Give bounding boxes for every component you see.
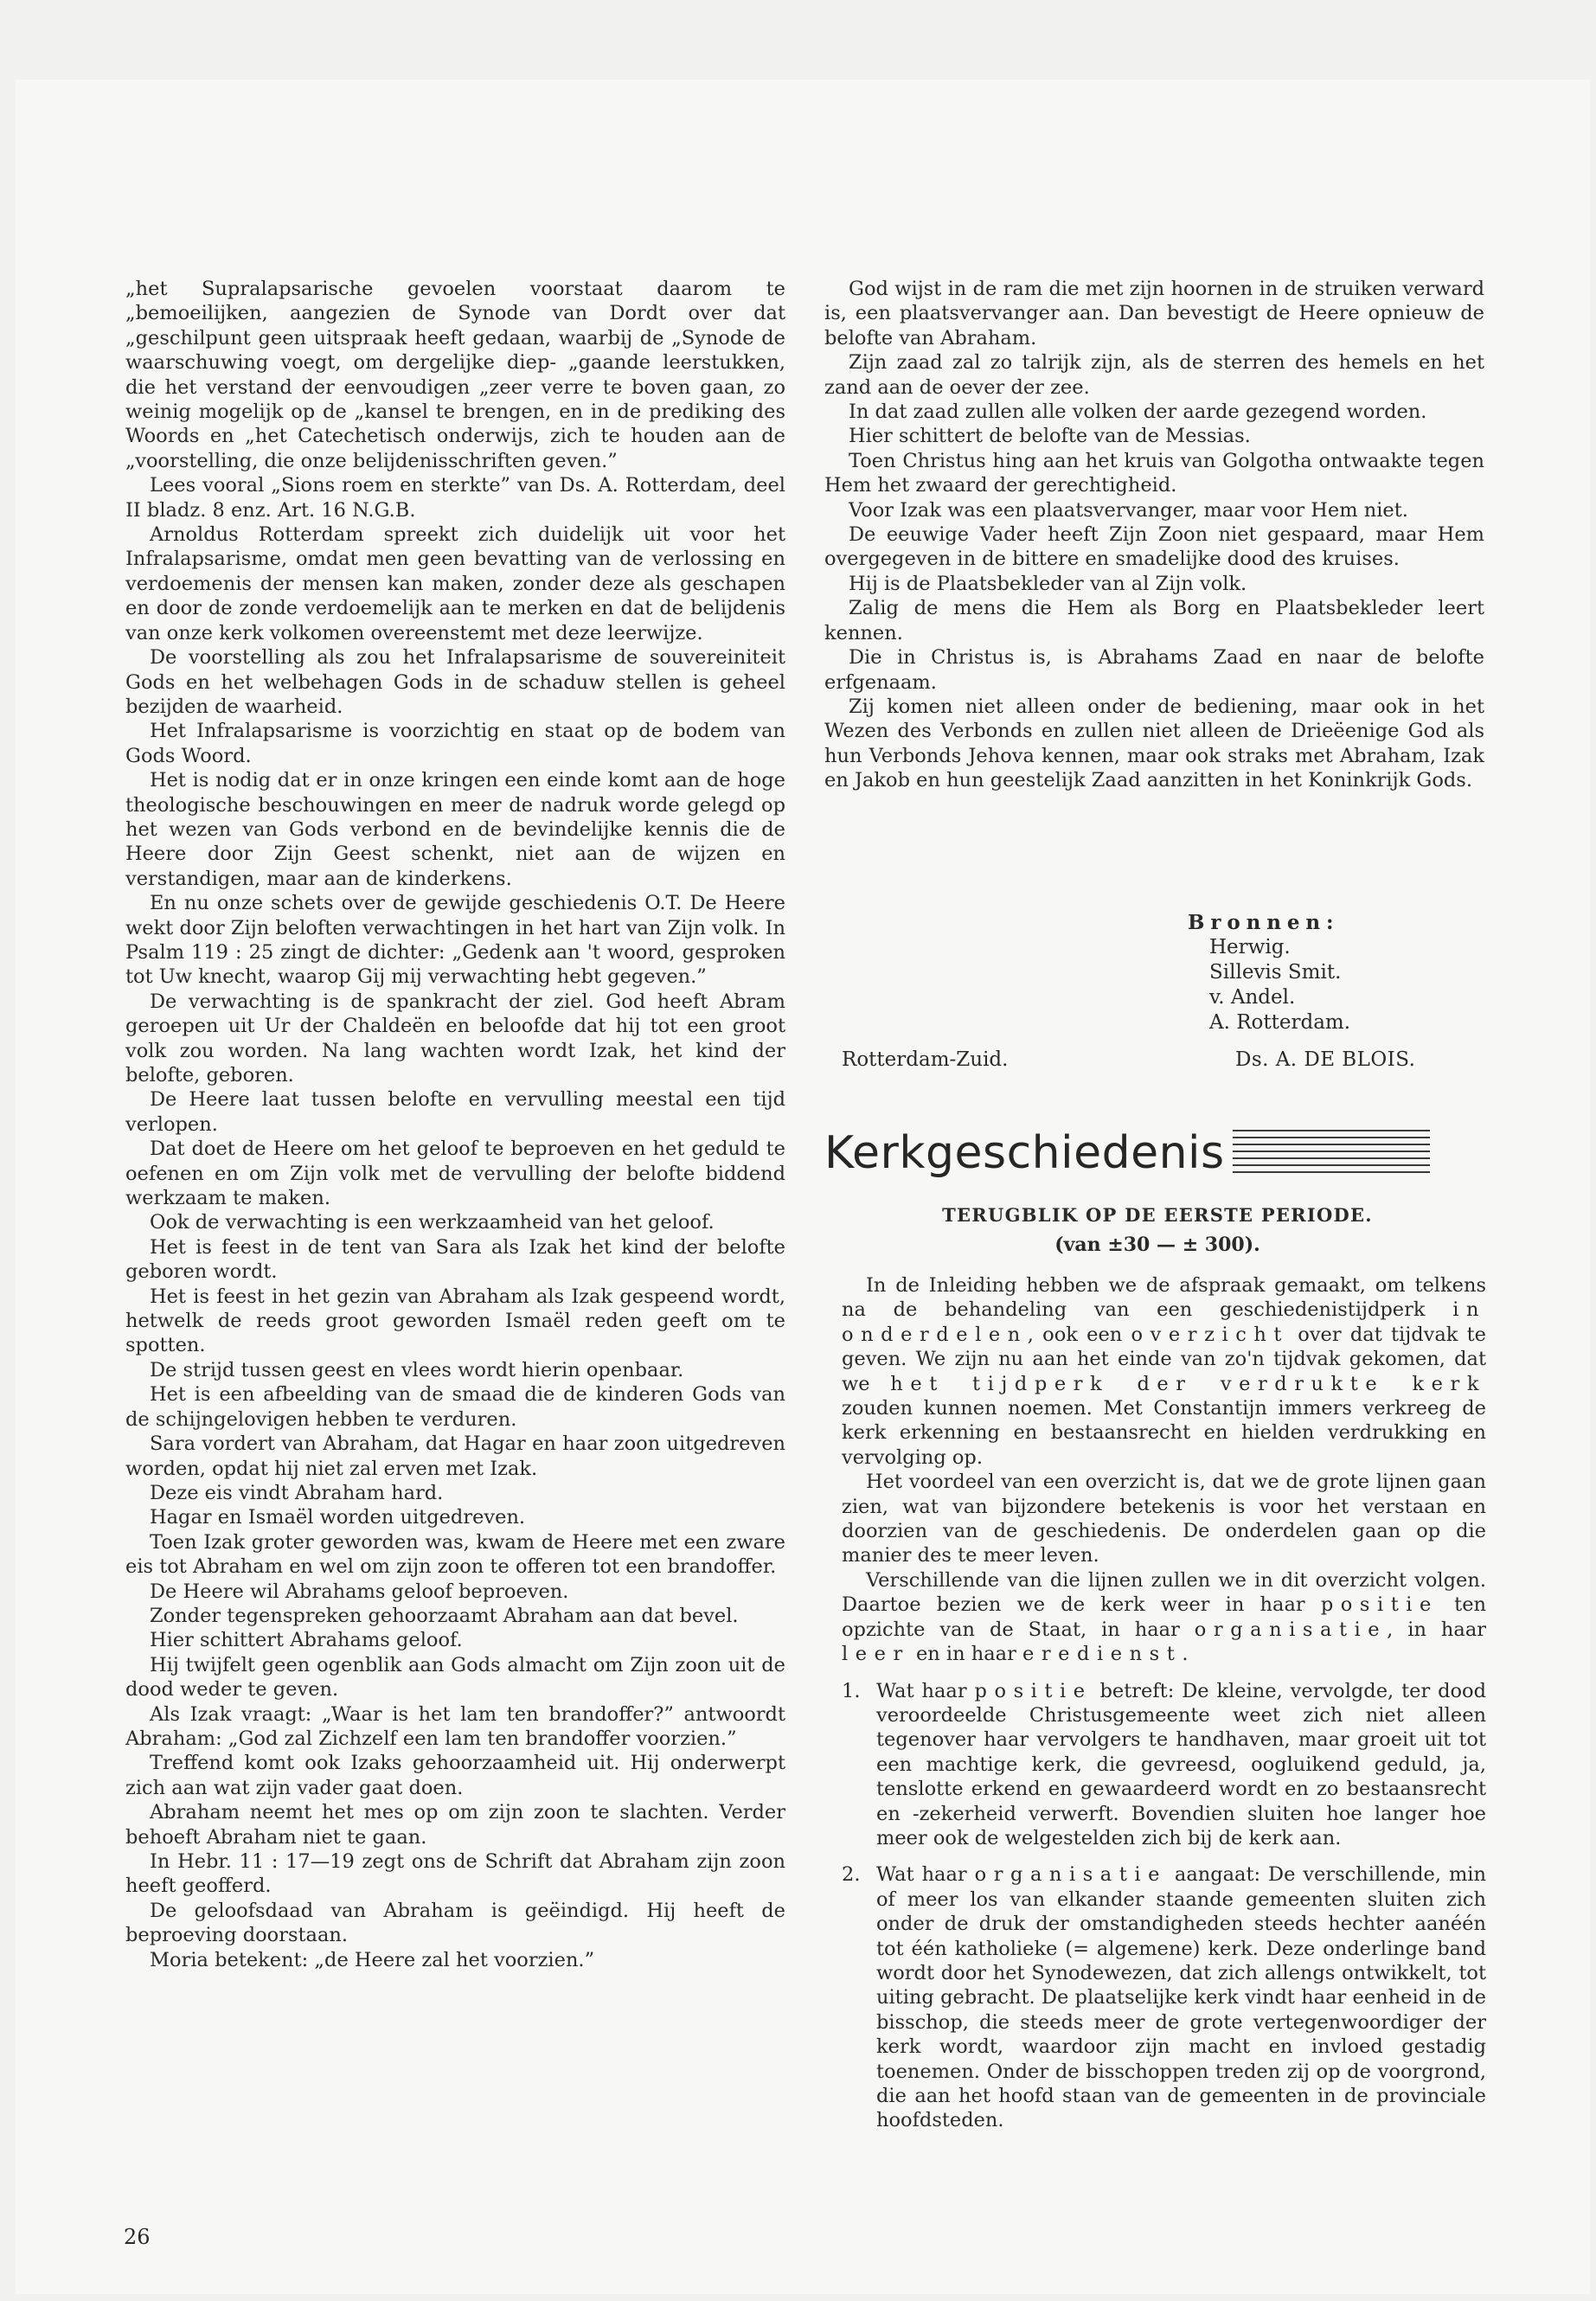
paragraph: De verwachting is de spankracht der ziel. God heeft Abram geroepen uit Ur der Chaldeën en beloofde dat hij tot een groot volk zou worden. Na lang wachten wordt Izak, het kind der belofte, geboren. (125, 990, 785, 1086)
signature-author: Ds. A. DE BLOIS. (1235, 1048, 1416, 1071)
emphasis: organisatie (974, 1863, 1167, 1887)
paragraph: Hij twijfelt geen ogenblik aan Gods almacht om Zijn zoon uit de dood weder te geven. (125, 1653, 785, 1702)
scanned-page (16, 80, 1590, 2294)
text-run: over dat tijdvak te geven. We zijn nu aan het einde van zo'n tijdvak gekomen, dat we (842, 1323, 1487, 1395)
list-number: 1. (842, 1679, 861, 1702)
text-run: . (1182, 1643, 1189, 1666)
signature-place: Rotterdam-Zuid. (842, 1048, 1009, 1071)
section-period: (van ±30 — ± 300). (1054, 1234, 1260, 1256)
emphasis: organisatie (1194, 1618, 1388, 1641)
list-item (842, 1679, 1486, 1851)
paragraph: Abraham neemt het mes op om zijn zoon te slachten. Verder behoeft Abraham niet te gaan. (125, 1801, 785, 1849)
paragraph (842, 1273, 1486, 1470)
paragraph: In dat zaad zullen alle volken der aarde gezegend worden. (849, 401, 1427, 424)
paragraph: Zonder tegenspreken gehoorzaamt Abraham aan dat bevel. (150, 1604, 739, 1627)
paragraph: Hier schittert Abrahams geloof. (150, 1629, 463, 1652)
paragraph: Voor Izak was een plaatsvervanger, maar voor Hem niet. (849, 498, 1408, 522)
text-run: , in haar (1387, 1618, 1487, 1641)
paragraph: De eeuwige Vader heeft Zijn Zoon niet gespaard, maar Hem overgegeven in de bittere en smadelijke dood des kruises. (824, 523, 1484, 571)
paragraph: Toen Christus hing aan het kruis van Golgotha ontwaakte tegen Hem het zwaard der gerechtigheid. (824, 449, 1484, 497)
paragraph: Het Infralapsarisme is voorzichtig en staat op de bodem van Gods Woord. (125, 720, 785, 767)
numbered-list (842, 1679, 1486, 2133)
sources-list (1175, 910, 1486, 1035)
text-run: Wat haar (876, 1679, 975, 1702)
paragraph: De strijd tussen geest en vlees wordt hierin openbaar. (150, 1358, 684, 1381)
paragraph: Die in Christus is, is Abrahams Zaad en naar de belofte erfgenaam. (824, 646, 1484, 694)
text-run: , ook een (1027, 1323, 1131, 1346)
section-heading (824, 1118, 1490, 1189)
paragraph: Arnoldus Rotterdam spreekt zich duidelijk uit voor het Infralapsarisme, omdat men geen bevatting van de verlossing en verdoemenis der mensen kan maken, zonder deze als geschapen en door de zonde verdoemelijk aan te merken en dat de belijdenis van onze kerk volkomen overeenstemt met deze leerwijze. (125, 523, 785, 644)
paragraph (842, 1568, 1486, 1667)
text-run: ten opzichte van de Staat, in haar (842, 1593, 1486, 1641)
source-item: Sillevis Smit. (1209, 961, 1342, 984)
page-number: 26 (124, 2225, 151, 2249)
paragraph: Hagar en Ismaël worden uitgedreven. (150, 1506, 526, 1529)
sources-heading: Bronnen: (1188, 911, 1340, 934)
emphasis: positie (1320, 1593, 1439, 1617)
text-run: zouden kunnen noemen. Met Constantijn immers verkreeg de kerk erkenning en bestaansrecht en hielden verdrukking en vervolging op. (842, 1397, 1486, 1469)
paragraph: En nu onze schets over de gewijde geschiedenis O.T. De Heere wekt door Zijn beloften verwachtingen in het hart van Zijn volk. In Psalm 119 : 25 zingt de dichter: „Gedenk aan 't woord, gesproken tot Uw knecht, waarop Gij mij verwachting hebt gegeven.” (125, 892, 785, 989)
text-run: Wat haar (876, 1863, 975, 1887)
text-run: Verschillende van die lijnen zullen we in dit overzicht volgen. Daartoe bezien we de kerk weer in haar (842, 1568, 1486, 1617)
paragraph: De Heere laat tussen belofte en vervulling meestal een tijd verlopen. (125, 1088, 785, 1136)
section-subtitle: TERUGBLIK OP DE EERSTE PERIODE. (942, 1204, 1373, 1226)
emphasis: positie (974, 1679, 1093, 1702)
emphasis: het tijdperk der verdrukte kerk (890, 1372, 1487, 1395)
paragraph: In Hebr. 11 : 17—19 zegt ons de Schrift dat Abraham zijn zoon heeft geofferd. (125, 1850, 785, 1898)
paragraph: Het is een afbeelding van de smaad die de kinderen Gods van de schijngelovigen hebben te verduren. (125, 1383, 785, 1431)
list-item (842, 1862, 1486, 2132)
paragraph: Het is feest in het gezin van Abraham als Izak gespeend wordt, hetwelk de reeds groot geworden Ismaël reden geeft om te spotten. (125, 1285, 785, 1357)
paragraph: Het voordeel van een overzicht is, dat we de grote lijnen gaan zien, wat van bijzondere betekenis is voor het verstaan en doorzien van de geschiedenis. De onderdelen gaan op die manier des te meer leven. (842, 1471, 1486, 1567)
paragraph: Hier schittert de belofte van de Messias. (849, 425, 1251, 448)
paragraph: Moria betekent: „de Heere zal het voorzien.” (150, 1948, 595, 1971)
paragraph: Zij komen niet alleen onder de bediening, maar ook in het Wezen des Verbonds en zullen niet alleen de Drieëenige God als hun Verbonds Jehova kennen, maar ook straks met Abraham, Izak en Jakob en hun geestelijk Zaad aanzitten in het Koninkrijk Gods. (824, 695, 1484, 792)
paragraph: Treffend komt ook Izaks gehoorzaamheid uit. Hij onderwerpt zich aan wat zijn vader gaat doen. (125, 1752, 785, 1799)
paragraph: Lees vooral „Sions roem en sterkte” van Ds. A. Rotterdam, deel II bladz. 8 enz. Art. 16 N.G.B. (125, 474, 785, 522)
text-run: In de Inleiding hebben we de afspraak gemaakt, om telkens na de behandeling van een geschiedenistijdperk (842, 1274, 1486, 1322)
text-run: aangaat: De verschillende, min of meer los van elkander staande gemeenten sluiten zich onder de druk der omstandigheden steeds hechter aanéén tot één katholieke (= algemene) kerk. Deze onderlinge band wordt door het Synodewezen, dat zich allengs ontwikkelt, tot uiting gebracht. De plaatselijke kerk vindt haar eenheid in de bisschop, die steeds meer de grote vertegenwoordiger der kerk wordt, waardoor zijn macht en invloed gestadig toenemen. Onder de bisschoppen treden zij op de voorgrond, die aan het hoofd staan van de gemeenten in de provinciale hoofdsteden. (876, 1863, 1486, 2132)
paragraph: De geloofsdaad van Abraham is geëindigd. Hij heeft de beproeving doorstaan. (125, 1899, 785, 1947)
paragraph: Zalig de mens die Hem als Borg en Plaatsbekleder leert kennen. (824, 597, 1484, 644)
list-number: 2. (842, 1863, 861, 1887)
paragraph: De Heere wil Abrahams geloof beproeven. (150, 1580, 569, 1603)
paragraph: God wijst in de ram die met zijn hoornen in de struiken verward is, een plaatsvervanger aan. Dan bevestigt de Heere opnieuw de belofte van Abraham. (824, 278, 1484, 349)
source-item: v. Andel. (1209, 986, 1296, 1009)
paragraph: Als Izak vraagt: „Waar is het lam ten brandoffer?” antwoordt Abraham: „God zal Zichzelf een lam ten brandoffer voorzien.” (125, 1702, 785, 1750)
text-run: betreft: De kleine, vervolgde, ter dood veroordeelde Christusgemeente weet zich niet alleen tegenover haar vervolgers te handhaven, maar groeit uit tot een machtige kerk, die gevreesd, oogluikend geduld, ja, tenslotte erkend en gewaardeerd wordt en zo bestaansrecht en -zekerheid verwerft. Bovendien sluiten hoe langer hoe meer ook de welgestelden zich bij de kerk aan. (876, 1679, 1486, 1849)
emphasis: in onderdelen (842, 1298, 1486, 1346)
paragraph: Het is nodig dat er in onze kringen een einde komt aan de hoge theologische beschouwingen en meer de nadruk worde gelegd op het wezen van Gods verbond en de bevindelijke kennis die de Heere door Zijn Geest schenkt, niet aan de wijzen en verstandigen, maar aan de kinderkens. (125, 769, 785, 890)
paragraph: De voorstelling als zou het Infralapsarisme de souvereiniteit Gods en het welbehagen Gods in de schaduw stellen is geheel bezijden de waarheid. (125, 646, 785, 718)
left-column (125, 277, 785, 2197)
history-text (842, 1273, 1486, 2145)
section-title: Kerkgeschiedenis (824, 1127, 1225, 1179)
emphasis: eredienst (1022, 1643, 1183, 1666)
emphasis: leer (842, 1643, 910, 1666)
paragraph: Toen Izak groter geworden was, kwam de Heere met een zware eis tot Abraham en wel om zijn zoon te offeren tot een brandoffer. (125, 1530, 785, 1579)
paragraph: Het is feest in de tent van Sara als Izak het kind der belofte geboren wordt. (125, 1235, 785, 1284)
paragraph: Deze eis vindt Abraham hard. (150, 1481, 444, 1504)
paragraph: „het Supralapsarische gevoelen voorstaat daarom te „bemoeilijken, aangezien de Synode van Dordt over dat „geschilpunt geen uitspraak heeft gedaan, waarbij de „Synode de waarschuwing voegt, om dergelijke diep- „gaande leerstukken, die het verstand der eenvoudigen „zeer verre te boven gaan, zo weinig mogelijk op de „kansel te brengen, en in de prediking des Woords en „het Catechetisch onderwijs, zich te houden aan de „voorstelling, die onze belijdenisschriften geven.” (125, 278, 785, 472)
text-run: en in haar (909, 1643, 1022, 1666)
source-item: A. Rotterdam. (1209, 1011, 1351, 1034)
paragraph: Sara vordert van Abraham, dat Hagar en haar zoon uitgedreven worden, opdat hij niet zal erven met Izak. (125, 1433, 785, 1480)
paragraph: Dat doet de Heere om het geloof te beproeven en het geduld te oefenen en om Zijn volk met de vervulling der belofte biddend werkzaam te maken. (125, 1138, 785, 1210)
paragraph: Ook de verwachting is een werkzaamheid van het geloof. (150, 1211, 715, 1234)
paragraph: Zijn zaad zal zo talrijk zijn, als de sterren des hemels en het zand aan de oever der zee. (824, 351, 1484, 399)
emphasis: overzicht (1131, 1323, 1290, 1346)
paragraph: Hij is de Plaatsbekleder van al Zijn volk. (849, 572, 1247, 595)
decorative-rules (1233, 1130, 1430, 1176)
source-item: Herwig. (1209, 936, 1291, 958)
